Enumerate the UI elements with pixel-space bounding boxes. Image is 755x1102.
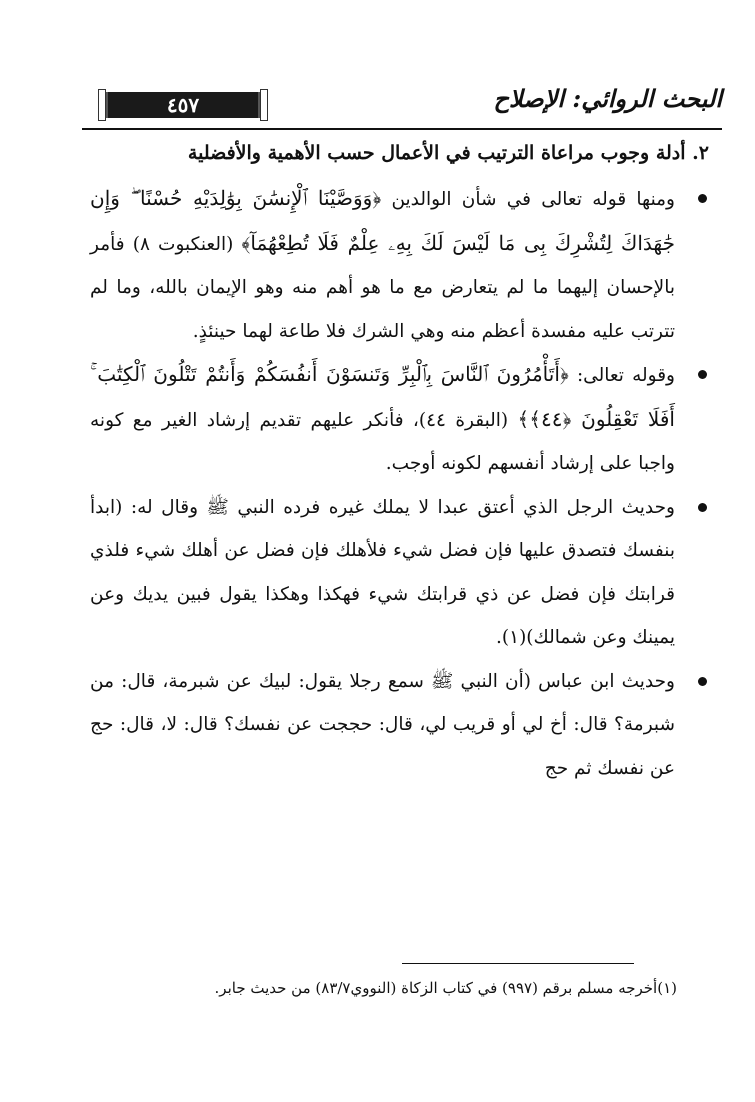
item-intro: وقوله تعالى: (576, 365, 675, 386)
item-body: (العنكبوت ٨) فأمر بالإحسان إليهما ما لم يتعارض مع ما هو أهم منه وهو الإيمان بالله، وما لم تترتب عليه مفسدة أعظم منه وهي الشرك فلا طاعة لهما حينئذٍ. (90, 233, 675, 342)
section-heading: ٢. أدلة وجوب مراعاة الترتيب في الأعمال حسب الأهمية والأفضلية (187, 142, 709, 164)
header-divider (82, 128, 722, 130)
bullet-icon (698, 194, 707, 203)
quran-verse: ﴿أَتَأْمُرُونَ ٱلنَّاسَ بِٱلْبِرِّ وَتَنسَوْنَ أَنفُسَكُمْ وَأَنتُمْ تَتْلُونَ ٱلْكِتَٰبَ ۚ أَفَلَا تَعْقِلُونَ ﴿٤٤﴾﴾ (90, 362, 675, 431)
footnote: (١)أخرجه مسلم برقم (٩٩٧) في كتاب الزكاة (النووي٨٣/٧) من حديث جابر. (214, 979, 677, 997)
list-item (90, 486, 715, 660)
item-text (90, 486, 675, 660)
bullet-icon (698, 503, 707, 512)
list-item (90, 660, 715, 791)
list-item (90, 177, 715, 353)
page-content (90, 135, 715, 790)
list-item (90, 353, 715, 486)
item-body: (البقرة ٤٤)، فأنكر عليهم تقديم إرشاد الغير مع كونه واجبا على إرشاد أنفسهم لكونه أوجب. (90, 409, 675, 474)
item-body: وحديث ابن عباس (أن النبي ﷺ سمع رجلا يقول: لبيك عن شبرمة، قال: من شبرمة؟ قال: أخ لي أو قريب لي، قال: حججت عن نفسك؟ قال: لا، قال: حج عن نفسك ثم حج (90, 670, 675, 779)
item-text (90, 660, 675, 791)
footnote-divider (402, 963, 634, 964)
page-number: ٤٥٧ (106, 92, 260, 118)
bullet-icon (698, 370, 707, 379)
item-intro: ومنها قوله تعالى في شأن الوالدين (391, 189, 675, 210)
item-text (90, 177, 675, 353)
item-body: وحديث الرجل الذي أعتق عبدا لا يملك غيره فرده النبي ﷺ وقال له: (ابدأ بنفسك فتصدق عليها فإن فضل شيء فلأهلك فإن فضل عن أهلك شيء فلذي قرابتك فإن فضل عن ذي قرابتك شيء فهكذا وهكذا يقول فبين يديك وعن يمينك وعن شمالك)(١). (90, 496, 675, 648)
bullet-icon (698, 677, 707, 686)
page-header (82, 82, 722, 124)
book-title: البحث الروائي: الإصلاح (493, 84, 722, 113)
item-text (90, 353, 675, 486)
quran-verse: ﴿وَوَصَّيْنَا ٱلْإِنسَٰنَ بِوَٰلِدَيْهِ حُسْنًا ۖ وَإِن جَٰهَدَاكَ لِتُشْرِكَ بِى مَا لَيْسَ لَكَ بِهِۦ عِلْمٌ فَلَا تُطِعْهُمَآ﴾ (90, 186, 675, 255)
